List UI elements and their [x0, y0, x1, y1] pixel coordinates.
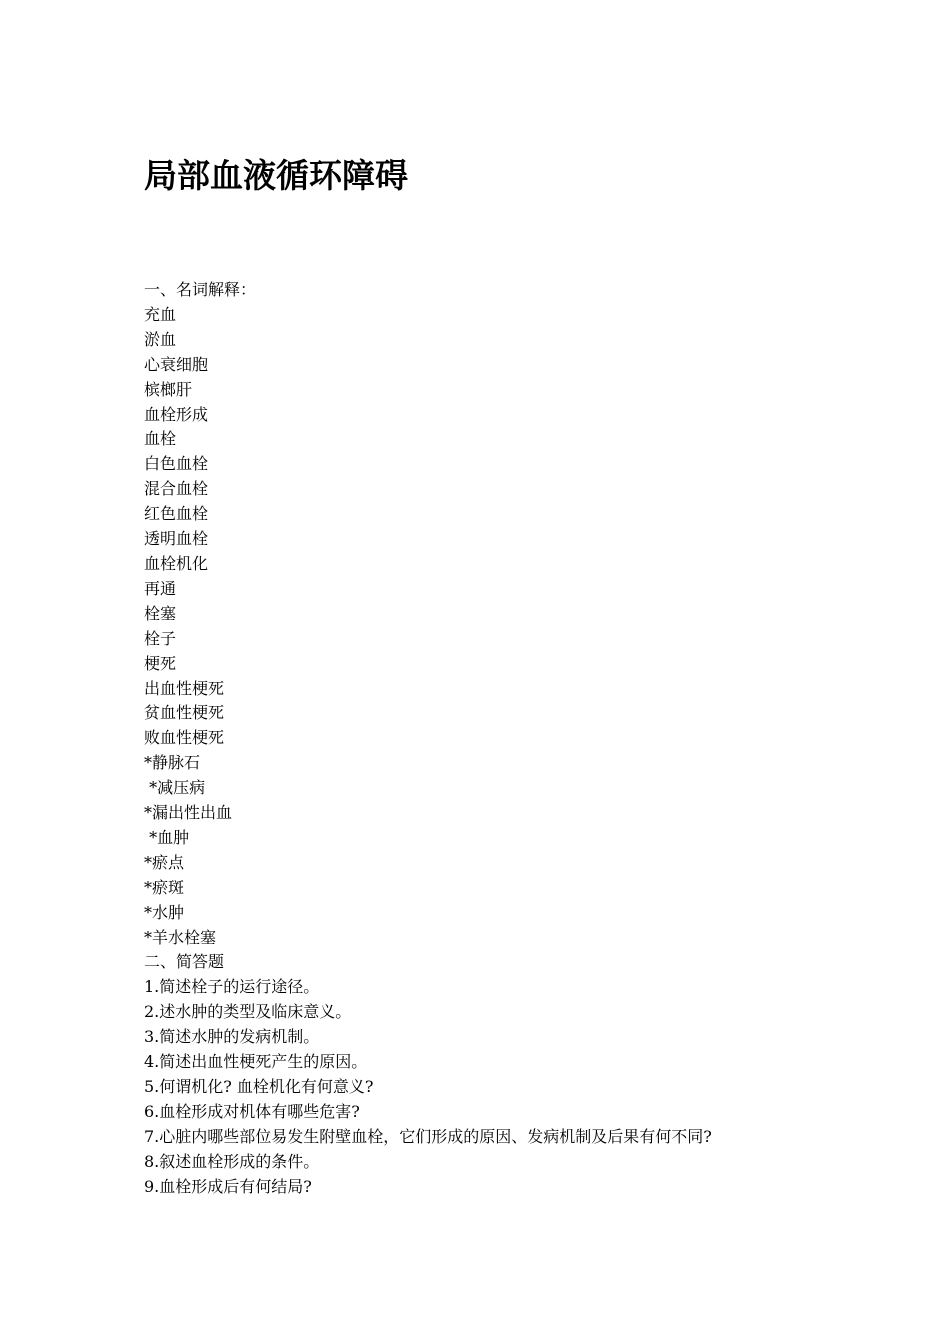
list-item: 心衰细胞 — [144, 354, 209, 374]
list-item: *水肿 — [144, 902, 185, 922]
list-item: *瘀斑 — [144, 877, 185, 897]
list-item: 1.简述栓子的运行途径。 — [144, 977, 320, 997]
list-item: *减压病 — [144, 778, 206, 798]
list-item: 梗死 — [144, 653, 177, 673]
list-item: 混合血栓 — [144, 479, 209, 499]
list-item: 败血性梗死 — [144, 728, 225, 748]
list-item: 淤血 — [144, 329, 177, 349]
list-item: 贫血性梗死 — [144, 703, 225, 723]
page-title: 局部血液循环障碍 — [144, 156, 408, 195]
list-item: 红色血栓 — [144, 504, 209, 524]
list-item: *血肿 — [144, 827, 190, 847]
terms-list — [144, 303, 824, 951]
questions-list — [144, 975, 824, 1199]
list-item: *静脉石 — [144, 753, 201, 773]
list-item: *羊水栓塞 — [144, 927, 217, 947]
list-item: 7.心脏内哪些部位易发生附壁血栓，它们形成的原因、发病机制及后果有何不同? — [144, 1126, 712, 1146]
list-item: 血栓机化 — [144, 553, 209, 573]
list-item: 再通 — [144, 578, 177, 598]
list-item: *漏出性出血 — [144, 803, 233, 823]
section-heading-questions: 二、简答题 — [144, 952, 225, 972]
list-item: 槟榔肝 — [144, 379, 193, 399]
document-body — [144, 278, 824, 1200]
list-item: 透明血栓 — [144, 529, 209, 549]
list-item: 4.简述出血性梗死产生的原因。 — [144, 1052, 368, 1072]
list-item: 栓子 — [144, 628, 177, 648]
list-item: 8.叙述血栓形成的条件。 — [144, 1151, 320, 1171]
list-item: 5.何谓机化? 血栓机化有何意义? — [144, 1077, 374, 1096]
list-item: 2.述水肿的类型及临床意义。 — [144, 1002, 352, 1022]
list-item: *瘀点 — [144, 852, 185, 872]
list-item: 出血性梗死 — [144, 678, 225, 698]
list-item: 栓塞 — [144, 603, 177, 623]
list-item: 血栓 — [144, 429, 177, 449]
list-item: 充血 — [144, 304, 177, 324]
list-item: 6.血栓形成对机体有哪些危害? — [144, 1101, 360, 1121]
list-item: 9.血栓形成后有何结局? — [144, 1176, 312, 1196]
list-item: 白色血栓 — [144, 454, 209, 474]
section-heading-terms: 一、名词解释： — [144, 280, 257, 299]
list-item: 血栓形成 — [144, 404, 209, 424]
list-item: 3.简述水肿的发病机制。 — [144, 1027, 320, 1047]
